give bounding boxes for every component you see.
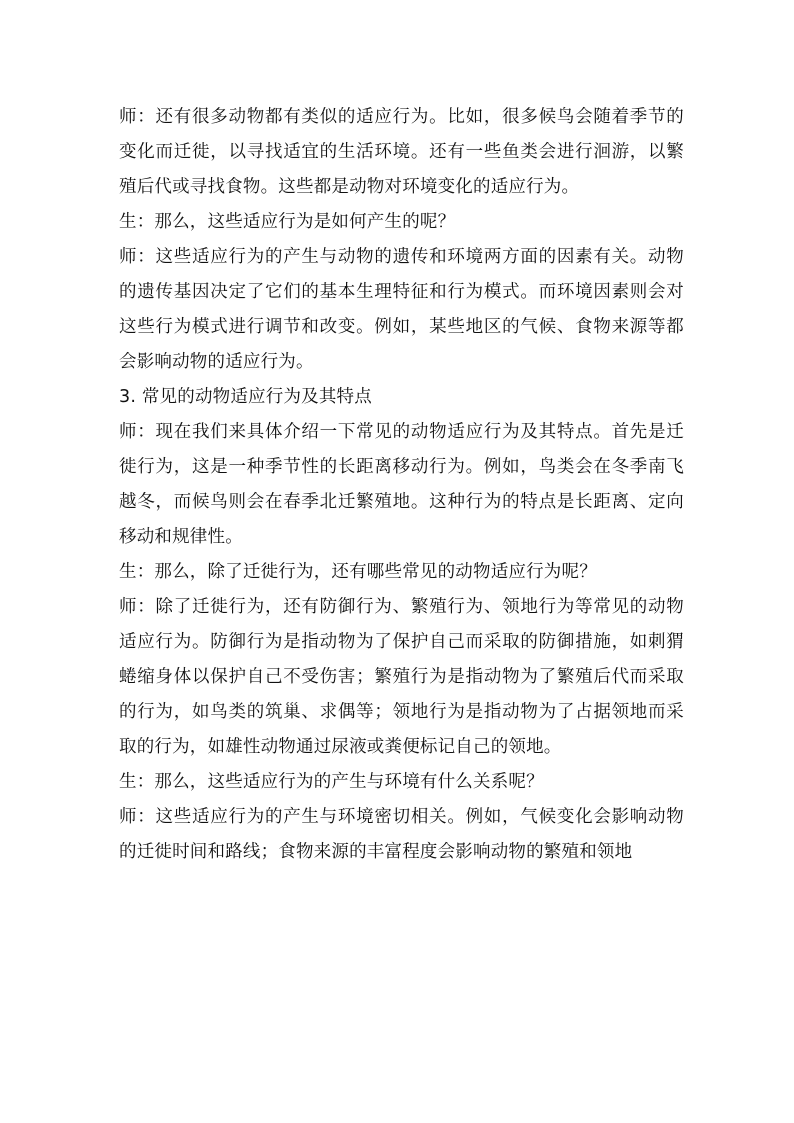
dialogue-paragraph-teacher: 师：现在我们来具体介绍一下常见的动物适应行为及其特点。首先是迁徙行为，这是一种季节性的长距离移动行为。例如，鸟类会在冬季南飞越冬，而候鸟则会在春季北迁繁殖地。这种行为的特点是长距离、定向移动和规律性。	[119, 422, 684, 547]
dialogue-paragraph-teacher: 师：这些适应行为的产生与环境密切相关。例如，气候变化会影响动物的迁徙时间和路线；食物来源的丰富程度会影响动物的繁殖和领地	[119, 807, 684, 862]
dialogue-paragraph-student: 生：那么，这些适应行为是如何产生的呢？	[119, 212, 456, 232]
dialogue-paragraph-teacher: 师：还有很多动物都有类似的适应行为。比如，很多候鸟会随着季节的变化而迁徙，以寻找适宜的生活环境。还有一些鱼类会进行洄游，以繁殖后代或寻找食物。这些都是动物对环境变化的适应行为。	[119, 107, 684, 197]
dialogue-paragraph-teacher: 师：除了迁徙行为，还有防御行为、繁殖行为、领地行为等常见的动物适应行为。防御行为是指动物为了保护自己而采取的防御措施，如刺猬蜷缩身体以保护自己不受伤害；繁殖行为是指动物为了繁殖后代而采取的行为，如鸟类的筑巢、求偶等；领地行为是指动物为了占据领地而采取的行为，如雄性动物通过尿液或粪便标记自己的领地。	[119, 597, 684, 757]
dialogue-paragraph-teacher: 师：这些适应行为的产生与动物的遗传和环境两方面的因素有关。动物的遗传基因决定了它们的基本生理特征和行为模式。而环境因素则会对这些行为模式进行调节和改变。例如，某些地区的气候、食物来源等都会影响动物的适应行为。	[119, 247, 684, 372]
dialogue-paragraph-student: 生：那么，除了迁徙行为，还有哪些常见的动物适应行为呢？	[119, 562, 597, 582]
dialogue-paragraph-student: 生：那么，这些适应行为的产生与环境有什么关系呢？	[119, 772, 544, 792]
document-body	[119, 100, 684, 870]
section-heading: 3. 常见的动物适应行为及其特点	[119, 387, 372, 407]
